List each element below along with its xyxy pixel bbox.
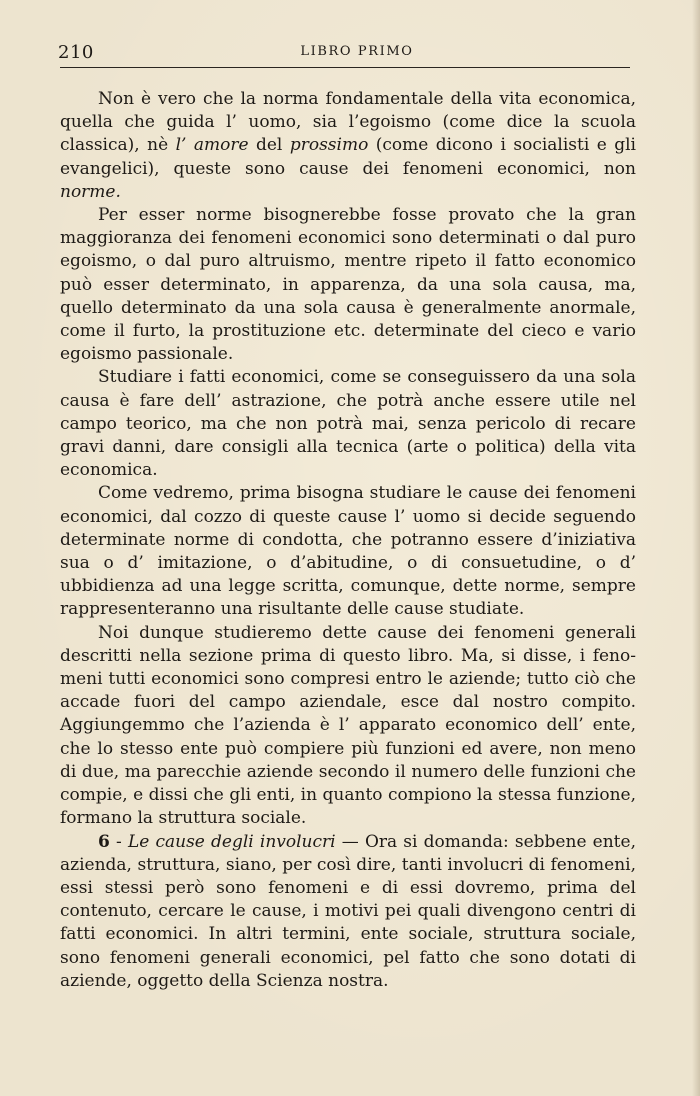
body-text (60, 88, 636, 993)
header-rule (60, 67, 630, 68)
running-head: LIBRO PRIMO (300, 44, 414, 59)
paragraph-1-italic-norme: norme. (60, 181, 121, 202)
paragraph-1-text-a: Non è vero che la norma fondamentale della vita economica, quella che guida l’ uomo, sia l’egoismo (come dice la scuola classica), nè (60, 89, 636, 156)
page-header (58, 40, 630, 70)
section-title: Le cause degli involucri (127, 831, 336, 852)
paragraph-1-italic-amore: l’ amore (175, 135, 249, 156)
paragraph-1-text-b: del (248, 135, 290, 156)
paragraph-2: Per esser norme bisognerebbe fosse provato che la gran maggioranza dei fenomeni economici sono determinati o dal puro egoismo, o dal puro altruismo, mentre ripeto il fatto economico può esser determinato, in apparenza, da una sola causa, ma, quello determinato da una sola causa è generalmente anormale, come il furto, la prostituzione etc. determinate del cieco e vario egoismo passionale. (60, 205, 636, 365)
paragraph-1 (60, 88, 636, 204)
page-number: 210 (58, 42, 94, 63)
paragraph-4: Come vedremo, prima bisogna studiare le cause dei fenomeni economici, dal cozzo di queste cause l’ uomo si decide seguendo determinate norme di condotta, che potranno essere d’iniziativa sua o d’ imitazione, o d’abitudine, o di consuetudine, o d’ ubbidienza ad una legge scritta, comunque, dette norme, sempre rappresenteranno una risultante delle cause studiate. (60, 483, 636, 620)
section-number: 6 (98, 831, 110, 852)
paragraph-1-italic-prossimo: prossimo (289, 135, 369, 156)
paragraph-6 (60, 831, 636, 993)
paragraph-1-text-c: (come dicono i socialisti e gli evangelici), queste sono cause dei fenomeni economici, non (60, 135, 636, 179)
section-dash: - (109, 831, 128, 852)
paragraph-3: Studiare i fatti economici, come se conseguissero da una sola causa è fare dell’ astrazione, che potrà anche essere utile nel campo teorico, ma che non potrà mai, senza pericolo di recare gravi danni, dare consigli alla tecnica (arte o politica) della vita economica. (60, 367, 636, 481)
page-edge-shadow (692, 0, 700, 1096)
paragraph-5: Noi dunque studieremo dette cause dei fenomeni generali descritti nella sezione prima di questo libro. Ma, si disse, i fenomeni tutti economici sono compresi entro le aziende; tutto ciò che accade fuori del campo aziendale, esce dal nostro compito. Aggiungemmo che l’azienda è l’ apparato economico dell’ ente, che lo stesso ente può compiere più funzioni ed avere, non meno di due, ma parecchie aziende secondo il numero delle funzioni che compie, e dissi che gli enti, in quanto compiono la stessa funzione, formano la struttura sociale. (60, 622, 636, 829)
paragraph-6-text: — Ora si domanda: sebbene ente, azienda, struttura, siano, per così dire, tanti involucri di fenomeni, essi stessi però sono fenomeni e di essi dovremo, prima del contenuto, cercare le cause, i motivi pei quali divengono centri di fatti economici. In altri termini, ente sociale, struttura sociale, sono fenomeni generali economici, pel fatto che sono dotati di aziende, oggetto della Scienza nostra. (60, 831, 636, 991)
